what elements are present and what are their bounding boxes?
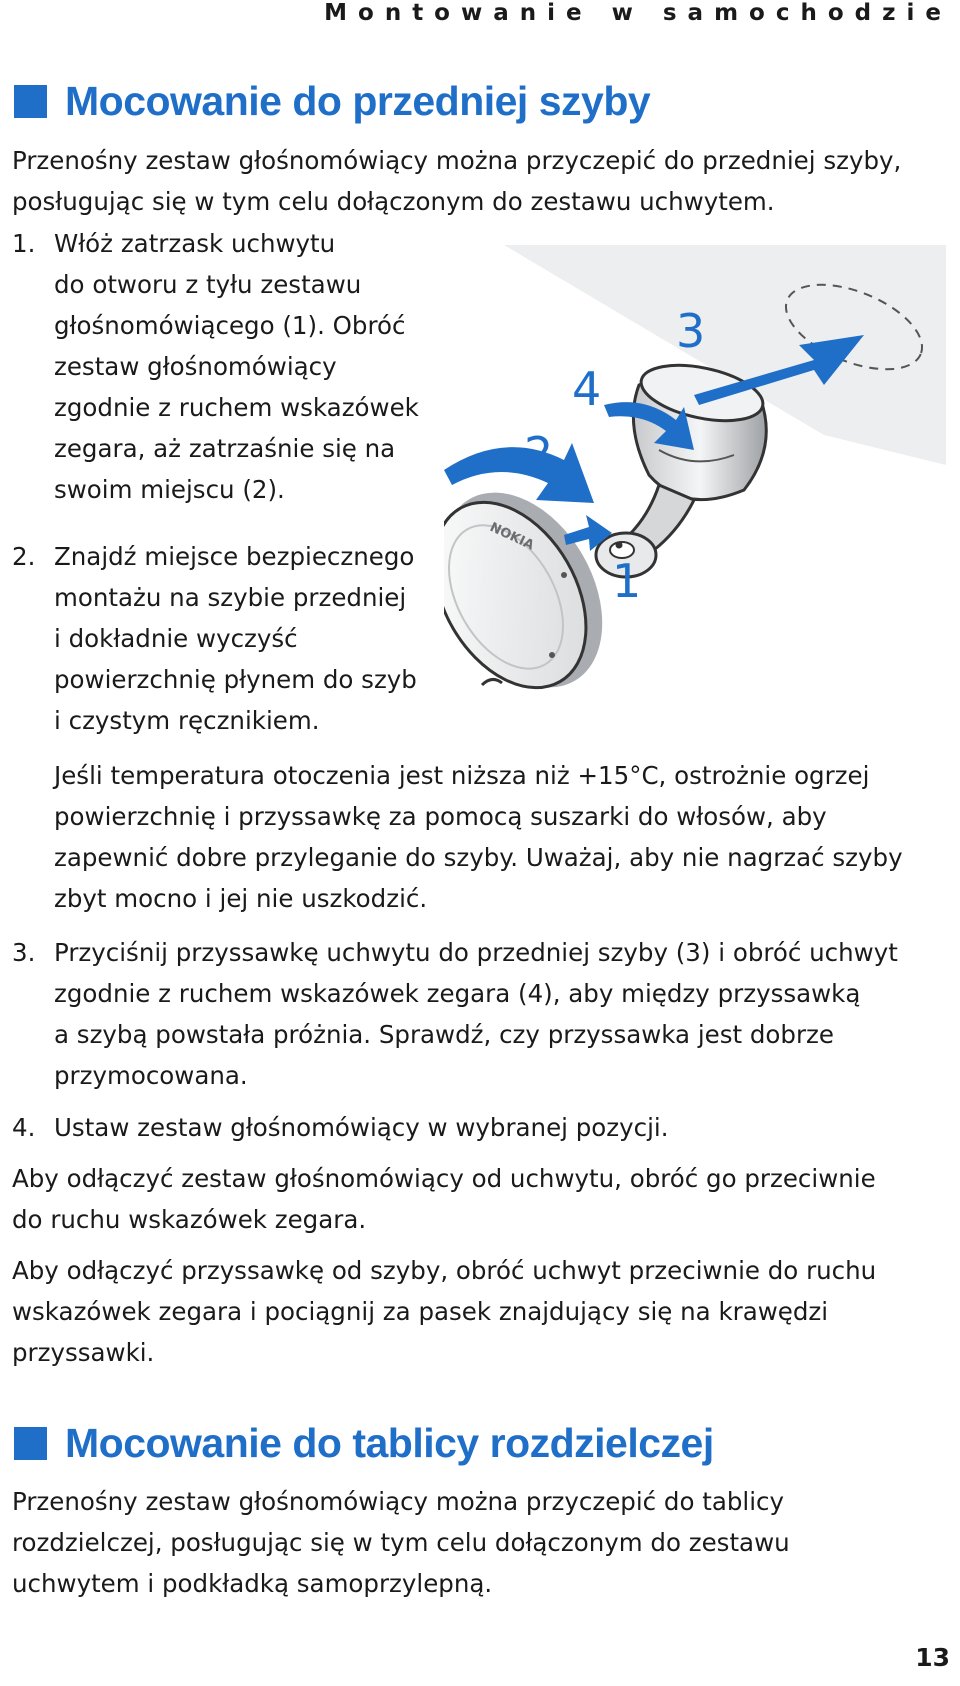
step-2 <box>12 536 417 741</box>
text-line: przymocowana. <box>54 1061 248 1090</box>
text-line: Ustaw zestaw głośnomówiący w wybranej pozycji. <box>54 1113 669 1142</box>
section-title: Mocowanie do przedniej szyby <box>65 78 651 124</box>
device-brand-label: NOKIA <box>487 520 537 554</box>
step-4 <box>12 1107 669 1148</box>
text-line: Przenośny zestaw głośnomówiący można przyczepić do przedniej szyby, <box>12 146 902 175</box>
text-line: głośnomówiącego (1). Obróć <box>54 311 406 340</box>
detach-suction-paragraph <box>12 1250 876 1373</box>
text-line: zegara, aż zatrzaśnie się na <box>54 434 396 463</box>
step-1 <box>12 223 419 510</box>
text-line: Znajdź miejsce bezpiecznego <box>54 542 415 571</box>
callout-3: 3 <box>676 304 706 358</box>
detach-kit-paragraph <box>12 1158 876 1240</box>
text-line: rozdzielczej, posługując się w tym celu dołączonym do zestawu <box>12 1528 790 1557</box>
step-number: 1. <box>12 229 36 258</box>
text-line: zbyt mocno i jej nie uszkodzić. <box>54 884 428 913</box>
text-line: wskazówek zegara i pociągnij za pasek znajdujący się na krawędzi <box>12 1297 829 1326</box>
callout-1: 1 <box>612 554 642 608</box>
section-heading-windshield <box>14 78 650 125</box>
text-line: powierzchnię płynem do szyb <box>54 665 417 694</box>
section2-intro <box>12 1481 790 1604</box>
text-line: zapewnić dobre przyleganie do szyby. Uważaj, aby nie nagrzać szyby <box>54 843 903 872</box>
arrow-2 <box>444 443 594 503</box>
text-line: Włóż zatrzask uchwytu <box>54 229 336 258</box>
text-line: zestaw głośnomówiący <box>54 352 337 381</box>
mounting-illustration <box>444 245 946 710</box>
text-line: do ruchu wskazówek zegara. <box>12 1205 367 1234</box>
section-title: Mocowanie do tablicy rozdzielczej <box>65 1420 714 1466</box>
step-number: 2. <box>12 542 36 571</box>
text-line: swoim miejscu (2). <box>54 475 285 504</box>
text-line: posługując się w tym celu dołączonym do zestawu uchwytem. <box>12 187 775 216</box>
text-line: Aby odłączyć zestaw głośnomówiący od uchwytu, obróć go przeciwnie <box>12 1164 876 1193</box>
heading-square-icon <box>14 85 47 118</box>
text-line: Przyciśnij przyssawkę uchwytu do przedniej szyby (3) i obróć uchwyt <box>54 938 898 967</box>
temperature-note <box>54 755 903 919</box>
step-number: 3. <box>12 938 36 967</box>
text-line: a szybą powstała próżnia. Sprawdź, czy przyssawka jest dobrze <box>54 1020 834 1049</box>
page-number: 13 <box>915 1643 950 1672</box>
speakerphone-device <box>444 464 635 710</box>
text-line: uchwytem i podkładką samoprzylepną. <box>12 1569 493 1598</box>
text-line: zgodnie z ruchem wskazówek <box>54 393 419 422</box>
text-line: powierzchnię i przyssawkę za pomocą suszarki do włosów, aby <box>54 802 827 831</box>
step-number: 4. <box>12 1113 36 1142</box>
text-line: i dokładnie wyczyść <box>54 624 298 653</box>
section-heading-dashboard <box>14 1420 714 1467</box>
text-line: montażu na szybie przedniej <box>54 583 407 612</box>
heading-square-icon <box>14 1427 47 1460</box>
step-3 <box>12 932 898 1096</box>
text-line: i czystym ręcznikiem. <box>54 706 320 735</box>
section1-intro <box>12 140 901 222</box>
text-line: Jeśli temperatura otoczenia jest niższa niż +15°C, ostrożnie ogrzej <box>54 761 870 790</box>
callout-4: 4 <box>572 362 602 416</box>
text-line: Przenośny zestaw głośnomówiący można przyczepić do tablicy <box>12 1487 784 1516</box>
text-line: Aby odłączyć przyssawkę od szyby, obróć uchwyt przeciwnie do ruchu <box>12 1256 877 1285</box>
callout-2: 2 <box>524 427 554 481</box>
text-line: przyssawki. <box>12 1338 155 1367</box>
running-head: Montowanie w samochodzie <box>324 0 952 26</box>
text-line: do otworu z tyłu zestawu <box>54 270 362 299</box>
text-line: zgodnie z ruchem wskazówek zegara (4), aby między przyssawką <box>54 979 861 1008</box>
